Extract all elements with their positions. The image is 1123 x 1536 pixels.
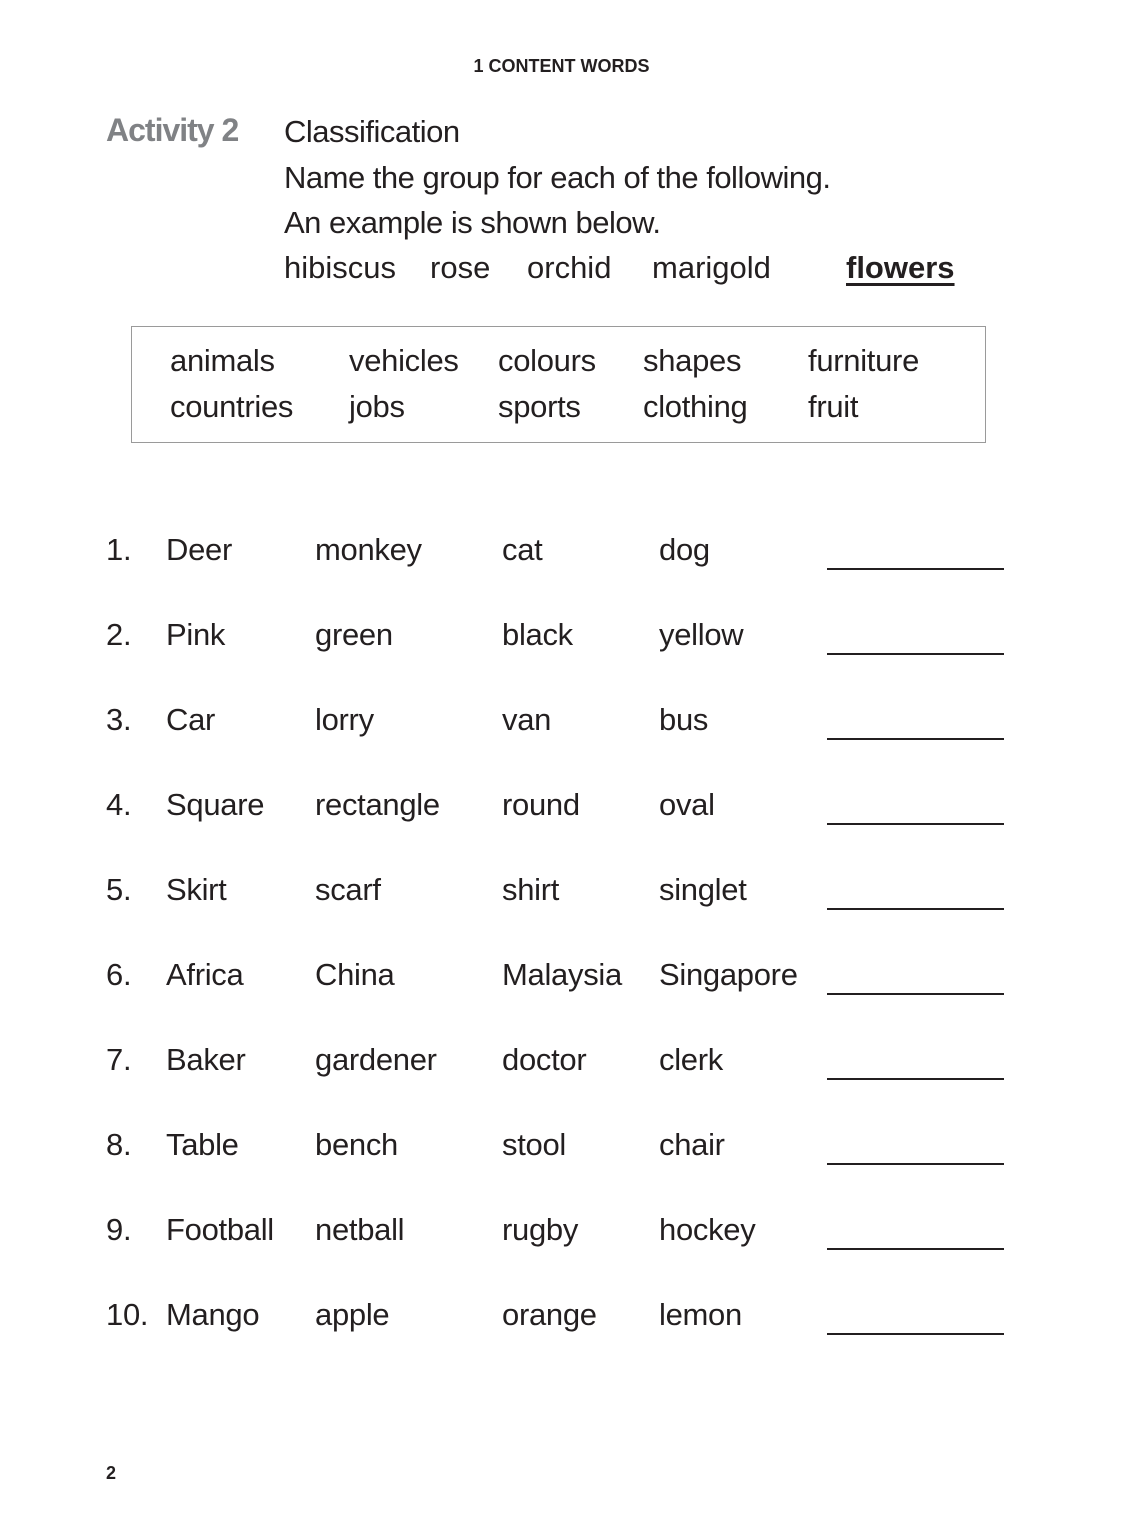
question-row-5: [0, 872, 1123, 922]
question-number: 4.: [106, 787, 132, 822]
question-word: Square: [166, 787, 265, 822]
question-word: Baker: [166, 1042, 246, 1077]
word-box-item: shapes: [643, 343, 742, 378]
word-box-item: jobs: [349, 389, 405, 424]
question-word: doctor: [502, 1042, 587, 1077]
word-box: [131, 326, 986, 443]
instruction-line-2: An example is shown below.: [284, 205, 661, 240]
question-word: yellow: [659, 617, 744, 652]
question-word: oval: [659, 787, 715, 822]
question-number: 9.: [106, 1212, 132, 1247]
question-word: van: [502, 702, 552, 737]
answer-blank[interactable]: [827, 993, 1004, 995]
question-number: 5.: [106, 872, 132, 907]
chapter-header: 1 CONTENT WORDS: [473, 56, 650, 76]
question-row-1: [0, 532, 1123, 582]
question-word: dog: [659, 532, 710, 567]
answer-blank[interactable]: [827, 1163, 1004, 1165]
question-row-2: [0, 617, 1123, 667]
example-word: rose: [430, 250, 491, 285]
word-box-item: furniture: [808, 343, 920, 378]
question-word: Table: [166, 1127, 239, 1162]
question-word: round: [502, 787, 580, 822]
question-word: Pink: [166, 617, 226, 652]
activity-label: Activity 2: [106, 112, 239, 148]
answer-blank[interactable]: [827, 1248, 1004, 1250]
answer-blank[interactable]: [827, 568, 1004, 570]
question-word: China: [315, 957, 395, 992]
question-word: netball: [315, 1212, 405, 1247]
question-row-8: [0, 1127, 1123, 1177]
question-word: monkey: [315, 532, 422, 567]
question-word: Malaysia: [502, 957, 622, 992]
question-word: green: [315, 617, 393, 652]
answer-blank[interactable]: [827, 738, 1004, 740]
question-number: 8.: [106, 1127, 132, 1162]
example-word: marigold: [652, 250, 771, 285]
question-word: Football: [166, 1212, 274, 1247]
question-word: black: [502, 617, 573, 652]
question-word: rugby: [502, 1212, 579, 1247]
question-word: chair: [659, 1127, 725, 1162]
answer-blank[interactable]: [827, 1078, 1004, 1080]
answer-blank[interactable]: [827, 1333, 1004, 1335]
word-box-item: clothing: [643, 389, 748, 424]
question-row-6: [0, 957, 1123, 1007]
question-word: clerk: [659, 1042, 723, 1077]
question-word: bench: [315, 1127, 398, 1162]
question-word: rectangle: [315, 787, 440, 822]
question-word: Car: [166, 702, 216, 737]
question-row-7: [0, 1042, 1123, 1092]
question-row-10: [0, 1297, 1123, 1347]
question-number: 1.: [106, 532, 132, 567]
word-box-item: fruit: [808, 389, 859, 424]
question-word: Singapore: [659, 957, 798, 992]
word-box-item: vehicles: [349, 343, 459, 378]
question-word: singlet: [659, 872, 747, 907]
question-number: 2.: [106, 617, 132, 652]
question-number: 6.: [106, 957, 132, 992]
question-number: 7.: [106, 1042, 132, 1077]
question-word: bus: [659, 702, 709, 737]
word-box-item: sports: [498, 389, 581, 424]
question-number: 3.: [106, 702, 132, 737]
answer-blank[interactable]: [827, 908, 1004, 910]
activity-title: Classification: [284, 114, 460, 149]
answer-blank[interactable]: [827, 653, 1004, 655]
question-word: hockey: [659, 1212, 756, 1247]
question-row-9: [0, 1212, 1123, 1262]
page-number: 2: [106, 1463, 117, 1483]
question-word: Mango: [166, 1297, 260, 1332]
question-word: gardener: [315, 1042, 437, 1077]
word-box-item: countries: [170, 389, 294, 424]
question-word: shirt: [502, 872, 560, 907]
example-answer: flowers: [846, 250, 955, 285]
question-row-3: [0, 702, 1123, 752]
question-word: cat: [502, 532, 543, 567]
question-word: stool: [502, 1127, 566, 1162]
question-number: 10.: [106, 1297, 149, 1332]
word-box-item: colours: [498, 343, 596, 378]
question-word: apple: [315, 1297, 390, 1332]
question-word: lorry: [315, 702, 374, 737]
example-word: orchid: [527, 250, 612, 285]
example-word: hibiscus: [284, 250, 396, 285]
answer-blank[interactable]: [827, 823, 1004, 825]
instruction-line-1: Name the group for each of the following.: [284, 160, 831, 195]
question-word: orange: [502, 1297, 597, 1332]
word-box-item: animals: [170, 343, 275, 378]
question-word: Deer: [166, 532, 232, 567]
question-word: Africa: [166, 957, 244, 992]
question-word: Skirt: [166, 872, 227, 907]
question-word: scarf: [315, 872, 381, 907]
question-row-4: [0, 787, 1123, 837]
question-word: lemon: [659, 1297, 742, 1332]
